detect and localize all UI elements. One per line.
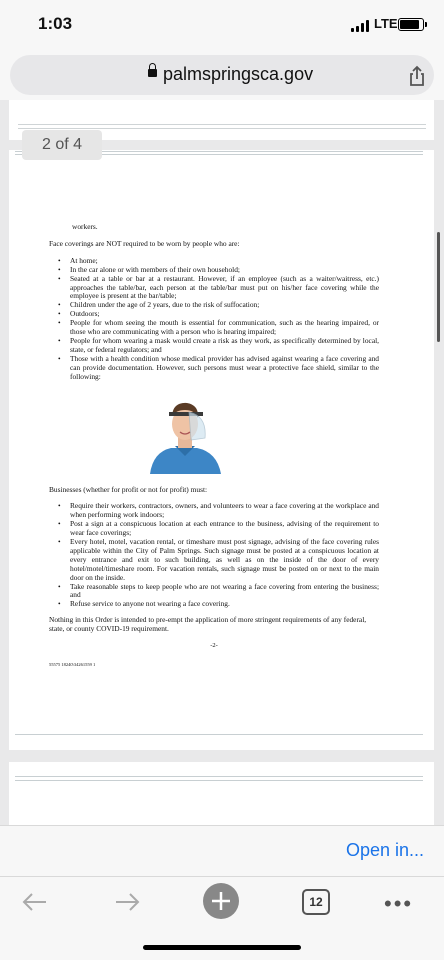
list-item: • Seated at a table or bar at a restaurant. However, if an employee (such as a waiter/waitress, etc.) approaches the table/bar, each person at the table/bar must put on his/her face covering while the employee is present at the bar/table; <box>70 275 379 302</box>
clock: 1:03 <box>38 14 73 33</box>
page-number: -2- <box>210 642 218 650</box>
tab-count-button[interactable]: 12 <box>302 889 330 915</box>
signal-icon <box>351 20 369 32</box>
browser-toolbar <box>0 876 444 927</box>
forward-arrow-icon[interactable] <box>110 885 144 919</box>
list-item: • Post a sign at a conspicuous location at each entrance to the business, advising of the requirement to wear face coverings; <box>70 520 379 538</box>
list-item: • Require their workers, contractors, owners, and volunteers to wear a face covering at the workplace and when performing work indoors; <box>70 502 379 520</box>
open-in-button[interactable]: Open in... <box>345 840 424 860</box>
list-item: • Refuse service to anyone not wearing a face covering. <box>70 600 379 609</box>
document-code: 55575 18240\34261559 1 <box>49 662 96 667</box>
home-indicator[interactable] <box>143 945 301 950</box>
pdf-page <box>9 150 434 750</box>
list-item: • Every hotel, motel, vacation rental, or timeshare must post signage, advising of the face covering rules applicable within the City of Palm Springs. Such signage must be posted at a conspicuous location at every entrance and exit to such building, as well as on the inside of the door of every hotel/motel/timeshare room. For vacation rentals, such signage must be posted on or next to the main door on the inside. <box>70 538 379 583</box>
status-bar <box>0 0 444 50</box>
network-label: LTE <box>374 16 398 31</box>
list-item: • Children under the age of 2 years, due to the risk of suffocation; <box>70 301 379 310</box>
list-item: • At home; <box>70 257 379 266</box>
lock-icon <box>148 69 157 77</box>
next-page-fragment <box>9 762 434 825</box>
exempt-intro: Face coverings are NOT required to be worn by people who are: <box>49 238 240 248</box>
battery-icon <box>398 18 424 31</box>
list-item: • Take reasonable steps to keep people who are not wearing a face covering from entering the business; and <box>70 583 379 601</box>
more-menu-icon[interactable]: ••• <box>384 891 414 916</box>
scrollbar[interactable] <box>437 232 440 342</box>
page-content <box>49 223 379 670</box>
page-indicator: 2 of 4 <box>22 130 102 160</box>
address-bar[interactable] <box>10 55 434 95</box>
list-item: • In the car alone or with members of their own household; <box>70 266 379 275</box>
face-shield-illustration <box>145 394 225 474</box>
list-item: • Outdoors; <box>70 310 379 319</box>
exempt-list <box>49 257 379 382</box>
business-list <box>49 502 379 609</box>
url-text[interactable]: palmspringsca.gov <box>163 64 314 84</box>
back-arrow-icon[interactable] <box>18 885 52 919</box>
share-icon[interactable] <box>405 64 429 88</box>
doc-line: workers. <box>72 222 98 231</box>
list-item: • Those with a health condition whose medical provider has advised against wearing a face covering and can provide documentation. However, such persons must wear a protective face shield, similar to the following: <box>70 355 379 382</box>
new-tab-plus-icon[interactable] <box>203 883 239 919</box>
list-item: • People for whom seeing the mouth is essential for communication, such as the hearing impaired, or those who are communicating with a person who is hearing impaired; <box>70 319 379 337</box>
business-intro: Businesses (whether for profit or not for profit) must: <box>49 484 208 494</box>
open-in-bar <box>0 825 444 876</box>
list-item: • People for whom wearing a mask would create a risk as they work, as specifically determined by local, state, or federal regulators; and <box>70 337 379 355</box>
closing-paragraph: Nothing in this Order is intended to pre-empt the application of more stringent requirements of any federal, state, or county COVID-19 requirement. <box>49 615 367 634</box>
